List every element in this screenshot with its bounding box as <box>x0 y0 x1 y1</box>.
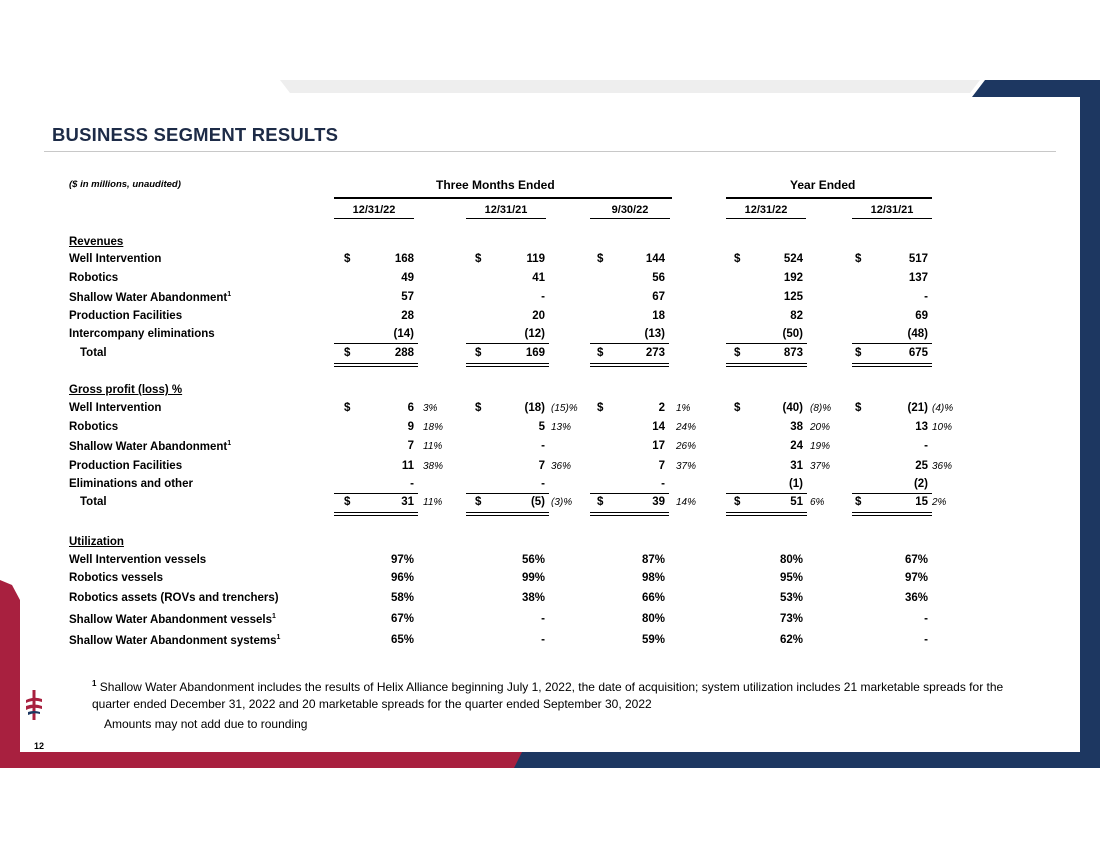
total-rule <box>726 343 807 344</box>
utilization-value: 96% <box>390 572 414 584</box>
gross-profit-value: - <box>661 478 665 490</box>
dollar-sign: $ <box>855 347 862 359</box>
revenue-value: (48) <box>907 328 928 340</box>
total-double-rule <box>852 363 932 367</box>
gross-margin-pct: 13% <box>551 422 572 433</box>
utilization-value: 67% <box>904 554 928 566</box>
revenue-row-label <box>69 328 215 340</box>
utilization-value: 65% <box>390 634 414 646</box>
page-title: BUSINESS SEGMENT RESULTS <box>52 124 339 145</box>
gross-profit-value: (21) <box>907 402 928 414</box>
revenue-value: 144 <box>645 253 665 265</box>
three-months-header: Three Months Ended <box>436 178 555 192</box>
row-label-text: Intercompany eliminations <box>69 328 215 340</box>
total-double-rule <box>590 512 669 516</box>
dollar-sign: $ <box>475 402 482 414</box>
revenue-value: (13) <box>644 328 665 340</box>
three-months-rule <box>334 197 672 199</box>
dollar-sign: $ <box>734 253 741 265</box>
utilization-value: - <box>541 613 545 625</box>
utilization-value: 38% <box>521 592 545 604</box>
revenue-value: 137 <box>908 272 928 284</box>
gross-profit-value: - <box>410 478 414 490</box>
dollar-sign: $ <box>597 253 604 265</box>
right-navy-band <box>972 80 1100 768</box>
utilization-value: 36% <box>904 592 928 604</box>
page-number: 12 <box>34 741 45 751</box>
revenue-value: 41 <box>532 272 545 284</box>
utilization-value: 53% <box>779 592 803 604</box>
utilization-value: 98% <box>641 572 665 584</box>
revenue-value: 119 <box>526 253 545 265</box>
revenue-value: - <box>924 291 928 303</box>
gross-margin-total-pct: (3)% <box>551 497 573 508</box>
dollar-sign: $ <box>855 253 862 265</box>
gross-margin-pct: 26% <box>676 441 697 452</box>
bottom-red-band <box>0 752 522 768</box>
utilization-value: 56% <box>521 554 545 566</box>
utilization-row-label <box>69 613 276 626</box>
revenue-value: 125 <box>783 291 803 303</box>
section-utilization: Utilization <box>69 536 124 548</box>
row-label-text: Robotics vessels <box>69 572 163 584</box>
utilization-value: 80% <box>641 613 665 625</box>
dollar-sign: $ <box>475 496 482 508</box>
utilization-value: - <box>541 634 545 646</box>
gross-profit-value: 13 <box>915 421 928 433</box>
total-rule <box>590 493 669 494</box>
gross-profit-row-label <box>69 460 182 472</box>
revenue-row-label <box>69 291 231 304</box>
gross-profit-value: 25 <box>915 460 928 472</box>
utilization-value: 59% <box>641 634 665 646</box>
row-label-text: Eliminations and other <box>69 478 193 490</box>
revenue-value: (50) <box>782 328 803 340</box>
revenue-value: 28 <box>401 310 414 322</box>
dollar-sign: $ <box>597 496 604 508</box>
dollar-sign: $ <box>597 402 604 414</box>
dollar-sign: $ <box>344 402 351 414</box>
gross-margin-pct: 10% <box>932 422 953 433</box>
revenue-value: 69 <box>915 310 928 322</box>
row-label-text: Well Intervention <box>69 253 162 265</box>
dollar-sign: $ <box>734 347 741 359</box>
row-label-text: Shallow Water Abandonment systems <box>69 634 277 647</box>
gross-margin-pct: (4)% <box>932 403 954 414</box>
gross-profit-value: 7 <box>538 460 545 472</box>
top-grey-band <box>280 80 980 93</box>
total-rule <box>466 343 549 344</box>
revenue-total-value: 288 <box>394 347 414 359</box>
gross-profit-value: 7 <box>407 440 414 452</box>
revenue-value: 168 <box>394 253 414 265</box>
gross-profit-value: 31 <box>790 460 803 472</box>
revenue-total-value: 873 <box>783 347 803 359</box>
footnote-text: Shallow Water Abandonment includes the results of Helix Alliance beginning July 1, 2022, the date of acquisition; system utilization includes 21 marketable spreads for the quarter ended December 31, 2022 and 20 marketable spreads for the quarter ended September 30, 2022 <box>92 680 1004 711</box>
footnote-marker: 1 <box>92 679 97 688</box>
row-label-text: Total <box>80 496 107 508</box>
revenue-total-label <box>80 347 107 359</box>
gross-margin-pct: (8)% <box>810 403 832 414</box>
total-double-rule <box>726 512 807 516</box>
gross-profit-value: (40) <box>782 402 803 414</box>
revenue-value: (14) <box>393 328 414 340</box>
revenue-value: 192 <box>783 272 803 284</box>
year-ended-header: Year Ended <box>790 178 856 192</box>
gross-margin-total-pct: 2% <box>932 497 947 508</box>
gross-profit-value: - <box>924 440 928 452</box>
dollar-sign: $ <box>734 402 741 414</box>
gross-margin-pct: 3% <box>423 403 438 414</box>
footnote-ref: 1 <box>276 634 281 641</box>
section-revenues: Revenues <box>69 236 124 248</box>
utilization-row-label <box>69 554 206 566</box>
gross-profit-value: (2) <box>913 478 928 490</box>
row-label-text: Robotics <box>69 272 119 284</box>
revenue-value: - <box>541 291 545 303</box>
gross-profit-row-label <box>69 402 161 414</box>
revenue-value: (12) <box>524 328 545 340</box>
footnote-ref: 1 <box>227 440 232 447</box>
row-label-text: Robotics assets (ROVs and trenchers) <box>69 592 279 604</box>
footnote-ref: 1 <box>272 613 276 620</box>
utilization-value: 97% <box>390 554 414 566</box>
gross-margin-pct: 1% <box>676 403 691 414</box>
column-header-3: 12/31/22 <box>726 204 806 219</box>
total-double-rule <box>466 512 549 516</box>
gross-profit-row-label <box>69 440 231 453</box>
total-double-rule <box>852 512 932 516</box>
dollar-sign: $ <box>475 253 482 265</box>
gross-profit-total-label <box>80 496 107 508</box>
gross-profit-row-label <box>69 478 193 490</box>
utilization-value: 99% <box>521 572 545 584</box>
total-rule <box>726 493 807 494</box>
dollar-sign: $ <box>344 496 351 508</box>
gross-margin-pct: 20% <box>810 422 831 433</box>
gross-profit-value: 2 <box>658 402 665 414</box>
utilization-row-label <box>69 634 280 647</box>
rounding-note: Amounts may not add due to rounding <box>104 717 308 731</box>
total-rule <box>590 343 669 344</box>
total-rule <box>466 493 549 494</box>
utilization-value: 58% <box>390 592 414 604</box>
row-label-text: Shallow Water Abandonment <box>69 440 228 453</box>
row-label-text: Robotics <box>69 421 119 433</box>
dollar-sign: $ <box>475 347 482 359</box>
gross-profit-value: 17 <box>652 440 665 452</box>
revenue-value: 49 <box>401 272 414 284</box>
utilization-value: 67% <box>390 613 414 625</box>
gross-margin-pct: 24% <box>676 422 697 433</box>
gross-margin-total-pct: 14% <box>676 497 697 508</box>
dollar-sign: $ <box>734 496 741 508</box>
gross-profit-total-value: 31 <box>401 496 414 508</box>
gross-margin-pct: 36% <box>932 461 953 472</box>
column-header-1: 12/31/21 <box>466 204 546 219</box>
row-label-text: Production Facilities <box>69 310 183 322</box>
units-note: ($ in millions, unaudited) <box>69 179 181 190</box>
total-double-rule <box>334 512 418 516</box>
total-rule <box>334 493 418 494</box>
row-label-text: Shallow Water Abandonment vessels <box>69 613 273 626</box>
gross-margin-pct: 37% <box>676 461 697 472</box>
total-double-rule <box>334 363 418 367</box>
gross-profit-total-value: 39 <box>652 496 665 508</box>
revenue-total-value: 169 <box>525 347 545 359</box>
dollar-sign: $ <box>597 347 604 359</box>
total-double-rule <box>466 363 549 367</box>
utilization-value: 97% <box>904 572 928 584</box>
gross-profit-value: - <box>541 440 545 452</box>
left-red-band <box>0 580 20 768</box>
gross-profit-value: 11 <box>401 460 414 472</box>
dollar-sign: $ <box>855 496 862 508</box>
total-rule <box>852 493 932 494</box>
company-logo-icon <box>24 690 44 720</box>
revenue-row-label <box>69 310 182 322</box>
gross-margin-pct: (15)% <box>551 403 578 414</box>
utilization-value: 73% <box>779 613 803 625</box>
utilization-value: 87% <box>641 554 665 566</box>
utilization-value: 95% <box>779 572 803 584</box>
column-header-4: 12/31/21 <box>852 204 932 219</box>
revenue-value: 67 <box>652 291 665 303</box>
revenue-total-value: 273 <box>645 347 665 359</box>
dollar-sign: $ <box>344 347 351 359</box>
revenue-value: 524 <box>783 253 803 265</box>
gross-profit-value: - <box>541 478 545 490</box>
gross-profit-value: (18) <box>524 402 545 414</box>
row-label-text: Shallow Water Abandonment <box>69 291 228 304</box>
footnote-ref: 1 <box>227 291 232 298</box>
utilization-value: 62% <box>779 634 803 646</box>
row-label-text: Production Facilities <box>69 460 183 472</box>
gross-margin-total-pct: 6% <box>810 497 825 508</box>
gross-profit-total-value: 51 <box>790 496 803 508</box>
revenue-total-value: 675 <box>908 347 928 359</box>
column-header-0: 12/31/22 <box>334 204 414 219</box>
row-label-text: Well Intervention <box>69 402 162 414</box>
gross-margin-total-pct: 11% <box>423 497 443 508</box>
dollar-sign: $ <box>855 402 862 414</box>
revenue-row-label <box>69 253 161 265</box>
gross-profit-value: 5 <box>538 421 545 433</box>
total-double-rule <box>726 363 807 367</box>
row-label-text: Total <box>80 347 107 359</box>
utilization-value: - <box>924 634 928 646</box>
column-header-2: 9/30/22 <box>590 204 670 219</box>
utilization-value: 80% <box>779 554 803 566</box>
utilization-row-label <box>69 572 163 584</box>
bottom-navy-band <box>512 752 1080 768</box>
gross-profit-value: 14 <box>652 421 665 433</box>
revenue-value: 82 <box>790 310 803 322</box>
gross-profit-value: 38 <box>790 421 803 433</box>
dollar-sign: $ <box>344 253 351 265</box>
gross-profit-row-label <box>69 421 118 433</box>
row-label-text: Well Intervention vessels <box>69 554 207 566</box>
revenue-row-label <box>69 272 118 284</box>
revenue-value: 18 <box>652 310 665 322</box>
gross-profit-value: 24 <box>790 440 803 452</box>
gross-profit-value: 9 <box>407 421 414 433</box>
gross-margin-pct: 18% <box>423 422 444 433</box>
year-ended-rule <box>726 197 932 199</box>
gross-margin-pct: 19% <box>810 441 831 452</box>
revenue-value: 56 <box>652 272 665 284</box>
revenue-value: 57 <box>401 291 414 303</box>
gross-margin-pct: 11% <box>423 441 443 452</box>
gross-profit-total-value: (5) <box>530 496 545 508</box>
gross-profit-value: 7 <box>658 460 665 472</box>
gross-margin-pct: 38% <box>423 461 444 472</box>
title-rule <box>44 151 1056 152</box>
gross-margin-pct: 37% <box>810 461 831 472</box>
gross-margin-pct: 36% <box>551 461 572 472</box>
total-rule <box>334 343 418 344</box>
gross-profit-value: (1) <box>788 478 803 490</box>
utilization-value: - <box>924 613 928 625</box>
utilization-row-label <box>69 592 279 604</box>
footnote <box>92 675 1012 713</box>
total-double-rule <box>590 363 669 367</box>
gross-profit-total-value: 15 <box>915 496 928 508</box>
revenue-value: 517 <box>908 253 928 265</box>
total-rule <box>852 343 932 344</box>
gross-profit-value: 6 <box>407 402 414 414</box>
revenue-value: 20 <box>532 310 545 322</box>
section-gross-profit: Gross profit (loss) % <box>69 384 183 396</box>
utilization-value: 66% <box>641 592 665 604</box>
